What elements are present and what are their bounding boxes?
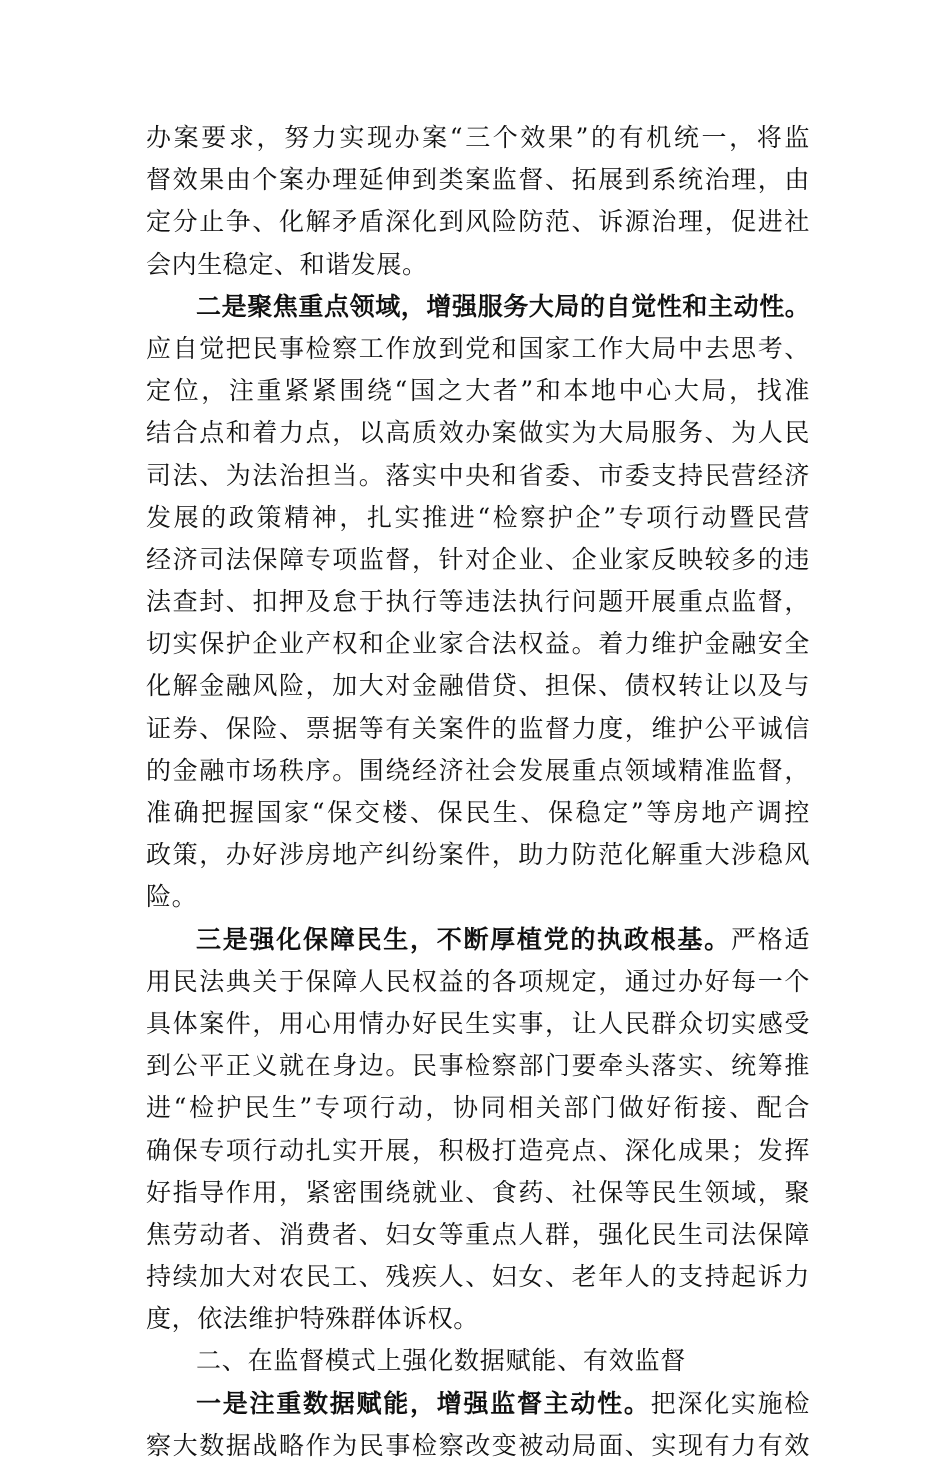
paragraph-first-line bbox=[146, 919, 810, 961]
text-line: 结合点和着力点，以高质效办案做实为大局服务、为人民 bbox=[146, 418, 810, 448]
text-line: 的金融市场秩序。围绕经济社会发展重点领域精准监督， bbox=[146, 755, 810, 785]
paragraph-2 bbox=[146, 286, 810, 919]
paragraph-lead: 二是聚焦重点领域，增强服务大局的自觉性和主动性。 bbox=[196, 291, 811, 321]
text-line: 定位，注重紧紧围绕“国之大者”和本地中心大局，找准 bbox=[146, 376, 810, 406]
text-line: 切实保护企业产权和企业家合法权益。着力维护金融安全 bbox=[146, 629, 810, 659]
text-line: 确保专项行动扎实开展，积极打造亮点、深化成果；发挥 bbox=[146, 1135, 810, 1165]
text-line: 司法、为法治担当。落实中央和省委、市委支持民营经济 bbox=[146, 460, 810, 490]
text-line: 察大数据战略作为民事检察改变被动局面、实现有力有效 bbox=[146, 1430, 810, 1460]
text-line: 到公平正义就在身边。民事检察部门要牵头落实、统筹推 bbox=[146, 1051, 810, 1081]
text-line: 法查封、扣押及怠于执行等违法执行问题开展重点监督， bbox=[146, 587, 810, 617]
text-line: 险。 bbox=[146, 882, 198, 912]
paragraph-4 bbox=[146, 1383, 810, 1467]
text-line: 办案要求，努力实现办案“三个效果”的有机统一，将监 bbox=[146, 123, 810, 152]
paragraph-lead-tail: 严格适 bbox=[730, 924, 810, 954]
text-line: 持续加大对农民工、残疾人、妇女、老年人的支持起诉力 bbox=[146, 1262, 810, 1292]
paragraph-lead: 一是注重数据赋能，增强监督主动性。 bbox=[196, 1388, 651, 1418]
text-line: 用民法典关于保障人民权益的各项规定，通过办好每一个 bbox=[146, 966, 810, 996]
text-line: 政策，办好涉房地产纠纷案件，助力防范化解重大涉稳风 bbox=[146, 840, 810, 870]
text-line: 经济司法保障专项监督，针对企业、企业家反映较多的违 bbox=[146, 544, 810, 574]
text-line: 发展的政策精神，扎实推进“检察护企”专项行动暨民营 bbox=[146, 502, 810, 532]
text-line: 好指导作用，紧密围绕就业、食药、社保等民生领域，聚 bbox=[146, 1177, 810, 1207]
document-body bbox=[146, 117, 810, 1467]
text-line: 应自觉把民事检察工作放到党和国家工作大局中去思考、 bbox=[146, 333, 810, 363]
section-heading: 二、在监督模式上强化数据赋能、有效监督 bbox=[196, 1346, 687, 1376]
text-line: 督效果由个案办理延伸到类案监督、拓展到系统治理，由 bbox=[146, 165, 810, 195]
text-line: 会内生稳定、和谐发展。 bbox=[146, 249, 428, 279]
text-line: 准确把握国家“保交楼、保民生、保稳定”等房地产调控 bbox=[146, 798, 810, 827]
paragraph-lead: 三是强化保障民生，不断厚植党的执政根基。 bbox=[196, 924, 731, 954]
text-line: 度，依法维护特殊群体诉权。 bbox=[146, 1304, 479, 1334]
text-line: 具体案件，用心用情办好民生实事，让人民群众切实感受 bbox=[146, 1008, 810, 1038]
paragraph-1 bbox=[146, 117, 810, 286]
paragraph-first-line bbox=[146, 1383, 810, 1425]
text-line: 进“检护民生”专项行动，协同相关部门做好衔接、配合 bbox=[146, 1093, 810, 1123]
paragraph-3 bbox=[146, 919, 810, 1341]
text-line: 定分止争、化解矛盾深化到风险防范、诉源治理，促进社 bbox=[146, 207, 810, 237]
text-line: 化解金融风险，加大对金融借贷、担保、债权转让以及与 bbox=[146, 671, 810, 701]
paragraph-lead-tail: 把深化实施检 bbox=[650, 1388, 810, 1418]
text-line: 焦劳动者、消费者、妇女等重点人群，强化民生司法保障 bbox=[146, 1219, 810, 1249]
text-line: 证券、保险、票据等有关案件的监督力度，维护公平诚信 bbox=[146, 713, 810, 743]
